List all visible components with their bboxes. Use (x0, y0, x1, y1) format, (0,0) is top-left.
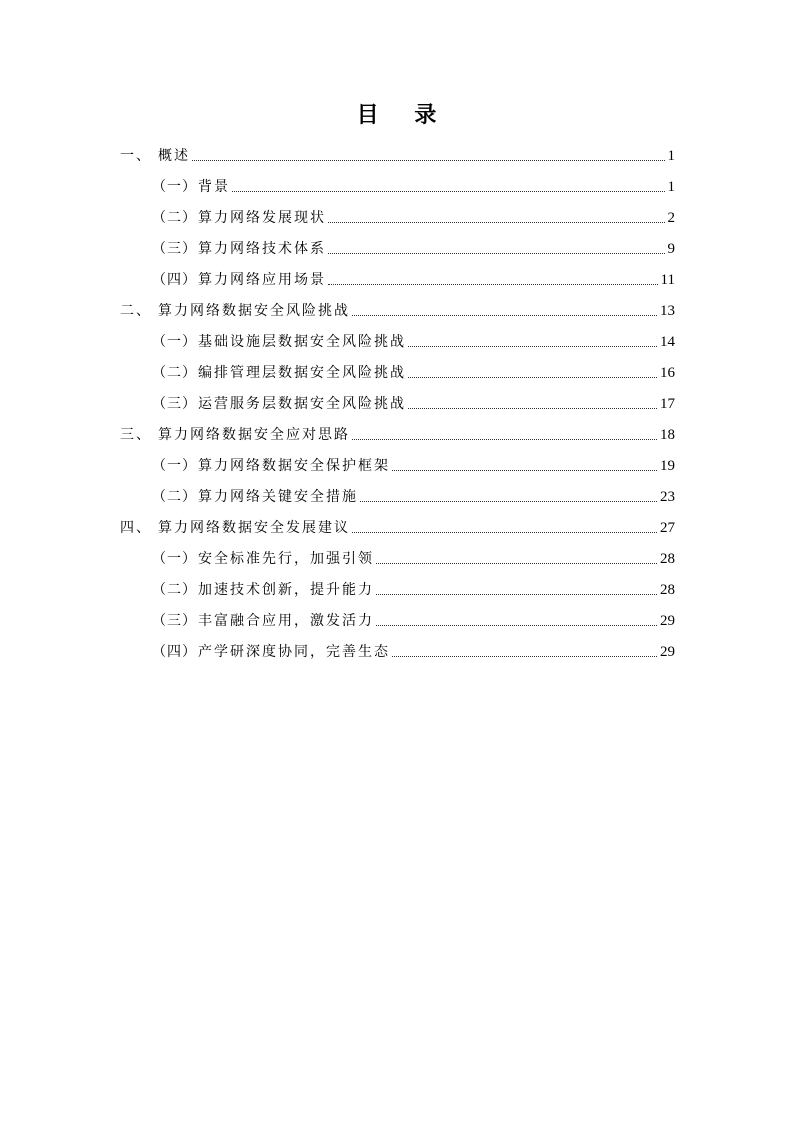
toc-entry-1-4[interactable] (152, 266, 675, 290)
toc-entry-number: （二） (152, 365, 197, 381)
toc-entry-page: 23 (660, 489, 675, 505)
toc-entry-page: 19 (660, 458, 675, 474)
toc-entry-page: 11 (660, 272, 675, 288)
toc-entry-4-1[interactable] (152, 545, 675, 569)
toc-entry-number: （二） (152, 210, 197, 226)
toc-entry-number: （三） (152, 613, 197, 629)
toc-entry-1[interactable] (120, 142, 675, 166)
toc-entry-number: （三） (152, 241, 197, 257)
toc-entry-number: 四、 (120, 520, 152, 536)
dot-leader (328, 222, 665, 223)
dot-leader (192, 160, 665, 161)
toc-entry-number: （三） (152, 396, 197, 412)
toc-entry-3-1[interactable] (152, 452, 675, 476)
toc-entry-number: 二、 (120, 303, 152, 319)
toc-entry-title: 背景 (198, 179, 230, 195)
toc-entry-title: 算力网络应用场景 (198, 272, 326, 288)
toc-entry-title: 安全标准先行，加强引领 (198, 551, 374, 567)
toc-entry-number: （四） (152, 272, 197, 288)
toc-title: 目 录 (356, 103, 451, 128)
toc-entry-3-2[interactable] (152, 483, 675, 507)
toc-entry-4[interactable] (120, 514, 675, 538)
toc-entry-number: 三、 (120, 427, 152, 443)
toc-entry-page: 29 (660, 613, 675, 629)
dot-leader (360, 501, 657, 502)
dot-leader (392, 656, 657, 657)
dot-leader (376, 625, 657, 626)
toc-entry-title: 算力网络数据安全风险挑战 (158, 303, 350, 319)
toc-entry-page: 17 (660, 396, 675, 412)
dot-leader (392, 470, 657, 471)
toc-entry-title: 算力网络数据安全保护框架 (198, 458, 390, 474)
toc-entry-2-3[interactable] (152, 390, 675, 414)
toc-entry-4-4[interactable] (152, 638, 675, 662)
dot-leader (352, 439, 657, 440)
dot-leader (408, 408, 657, 409)
toc-entry-number: （一） (152, 334, 197, 350)
dot-leader (376, 594, 657, 595)
toc-entry-title: 产学研深度协同，完善生态 (198, 644, 390, 660)
toc-entry-title: 算力网络技术体系 (198, 241, 326, 257)
toc-entry-page: 16 (660, 365, 675, 381)
toc-entry-title: 算力网络发展现状 (198, 210, 326, 226)
toc-entry-page: 14 (660, 334, 675, 350)
toc-entry-4-2[interactable] (152, 576, 675, 600)
toc-entry-title: 算力网络数据安全应对思路 (158, 427, 350, 443)
toc-entry-number: 一、 (120, 148, 152, 164)
toc-entry-page: 13 (660, 303, 675, 319)
toc-entry-title: 基础设施层数据安全风险挑战 (198, 334, 406, 350)
toc-entry-title: 算力网络关键安全措施 (198, 489, 358, 505)
toc-entry-number: （一） (152, 458, 197, 474)
toc-entry-2-2[interactable] (152, 359, 675, 383)
toc-entry-title: 丰富融合应用，激发活力 (198, 613, 374, 629)
toc-entry-page: 28 (660, 551, 675, 567)
toc-entry-1-3[interactable] (152, 235, 675, 259)
toc-entry-title: 加速技术创新，提升能力 (198, 582, 374, 598)
toc-entry-title: 编排管理层数据安全风险挑战 (198, 365, 406, 381)
toc-entry-4-3[interactable] (152, 607, 675, 631)
toc-entry-number: （一） (152, 551, 197, 567)
toc-entry-2-1[interactable] (152, 328, 675, 352)
toc-entry-title: 算力网络数据安全发展建议 (158, 520, 350, 536)
toc-entry-number: （四） (152, 644, 197, 660)
dot-leader (352, 315, 657, 316)
toc-entry-page: 1 (667, 179, 675, 195)
dot-leader (328, 284, 658, 285)
toc-entry-title: 概述 (158, 148, 190, 164)
toc-entry-title: 运营服务层数据安全风险挑战 (198, 396, 406, 412)
toc-entry-1-1[interactable] (152, 173, 675, 197)
toc-entry-page: 28 (660, 582, 675, 598)
toc-entry-3[interactable] (120, 421, 675, 445)
dot-leader (408, 377, 657, 378)
toc-entry-page: 9 (667, 241, 675, 257)
dot-leader (408, 346, 657, 347)
toc-entry-page: 27 (660, 520, 675, 536)
dot-leader (232, 191, 665, 192)
toc-entry-number: （一） (152, 179, 197, 195)
dot-leader (328, 253, 665, 254)
toc-entry-page: 18 (660, 427, 675, 443)
dot-leader (352, 532, 657, 533)
toc-entry-number: （二） (152, 582, 197, 598)
toc-entry-page: 2 (667, 210, 675, 226)
toc-entry-page: 29 (660, 644, 675, 660)
toc-entry-1-2[interactable] (152, 204, 675, 228)
toc-entry-number: （二） (152, 489, 197, 505)
toc-entry-page: 1 (667, 148, 675, 164)
dot-leader (376, 563, 657, 564)
toc-entry-2[interactable] (120, 297, 675, 321)
